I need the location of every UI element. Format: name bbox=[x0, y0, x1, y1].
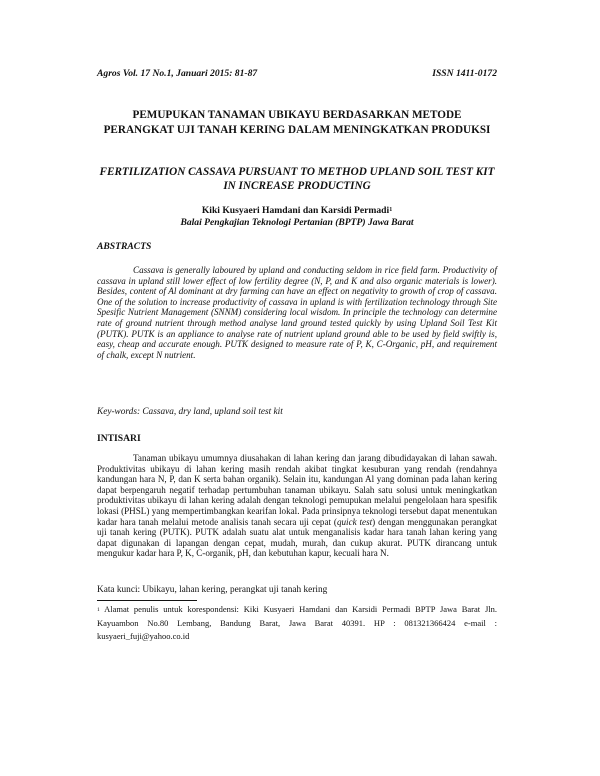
intisari-keywords: Kata kunci: Ubikayu, lahan kering, perangkat uji tanah kering bbox=[97, 585, 328, 595]
footnote bbox=[97, 603, 497, 644]
paper-title: PEMUPUKAN TANAMAN UBIKAYU BERDASARKAN METODE PERANGKAT UJI TANAH KERING DALAM MENINGKATKAN PRODUKSI bbox=[103, 109, 491, 136]
issn-label: ISSN 1411-0172 bbox=[432, 68, 497, 79]
author-footnote-mark: 1 bbox=[389, 207, 393, 213]
author-names: Kiki Kusyaeri Hamdani dan Karsidi Permadi bbox=[201, 205, 390, 216]
abstract-heading: ABSTRACTS bbox=[97, 241, 152, 252]
author-names-line bbox=[97, 205, 497, 217]
footnote-mark: 1 bbox=[97, 607, 100, 613]
intisari-heading: INTISARI bbox=[97, 433, 141, 444]
abstract-body: Cassava is generally laboured by upland and conducting seldom in rice field farm. Productivity of cassava in upland still lower effect of low fertility degree (N, P, and K and also organic materials is lower). Besides, content of Al dominant at dry farming can have an effect on negativity to growth of crop of cassava. One of the solution to increase productivity of cassava in upland is with fertilization technology through Site Spesific Nutrient Management (SNNM) considering local wisdom. In principle the technology can determine rate of ground nutrient through method analyse land ground tested quickly by using Upland Soil Test Kit (PUTK). PUTK is an appliance to analyse rate of nutrient upland ground able to be used by field swiftly is, easy, cheap and accurate enough. PUTK designed to measure rate of P, K, C-Organic, pH, and requirement of chalk, except N nutrient. bbox=[97, 265, 497, 360]
footnote-text: Alamat penulis untuk korespondensi: Kiki Kusyaeri Hamdani dan Karsidi Permadi BPTP Jawa Barat Jln. Kayuambon No.80 Lembang, Bandung Barat, Jawa Barat 40391. HP : 081321366424 e-mail : kusyaeri_fuji@yahoo.co.id bbox=[97, 604, 498, 641]
intisari-text-part1: Tanaman ubikayu umumnya diusahakan di lahan kering dan jarang dibudidayakan di lahan sawah. Produktivitas ubikayu di lahan kering masih rendah akibat tingkat kesuburan yang rendah (rendahnya kandungan hara N, P, dan K serta bahan organik). Selain itu, kandungan Al yang dominan pada lahan kering dapat berpengaruh negatif terhadap pertumbuhan tanaman ubikayu. Salah satu solusi untuk meningkatkan produktivitas ubikayu di lahan kering adalah dengan teknologi pemupukan melalui pengelolaan hara spesifik lokasi (PHSL) yang mempertimbangkan kearifan lokal. Pada prinsipnya teknologi tersebut dapat menentukan kadar hara tanah melalui metode analisis tanah secara uji cepat ( bbox=[97, 453, 497, 527]
intisari-text-part2: ) dengan menggunakan perangkat uji tanah kering (PUTK). PUTK adalah suatu alat untuk menganalisis kadar hara tanah lahan kering yang dapat digunakan di lapangan dengan cepat, mudah, murah, dan cukup akurat. PUTK dirancang untuk mengukur kadar hara P, K, C-organik, pH, dan kebutuhan kapur, kecuali hara N. bbox=[97, 516, 497, 559]
abstract-keywords: Key-words: Cassava, dry land, upland soil test kit bbox=[97, 407, 283, 417]
running-header bbox=[97, 68, 497, 79]
intisari-italic-term: quick test bbox=[336, 516, 373, 527]
intisari-body bbox=[97, 453, 497, 559]
paper-title-english: FERTILIZATION CASSAVA PURSUANT TO METHOD UPLAND SOIL TEST KIT IN INCREASE PRODUCTING bbox=[99, 166, 495, 192]
author-block bbox=[97, 205, 497, 229]
journal-citation: Agros Vol. 17 No.1, Januari 2015: 81-87 bbox=[97, 68, 258, 79]
footnote-divider bbox=[97, 600, 197, 601]
author-affiliation: Balai Pengkajian Teknologi Pertanian (BPTP) Jawa Barat bbox=[180, 217, 414, 228]
